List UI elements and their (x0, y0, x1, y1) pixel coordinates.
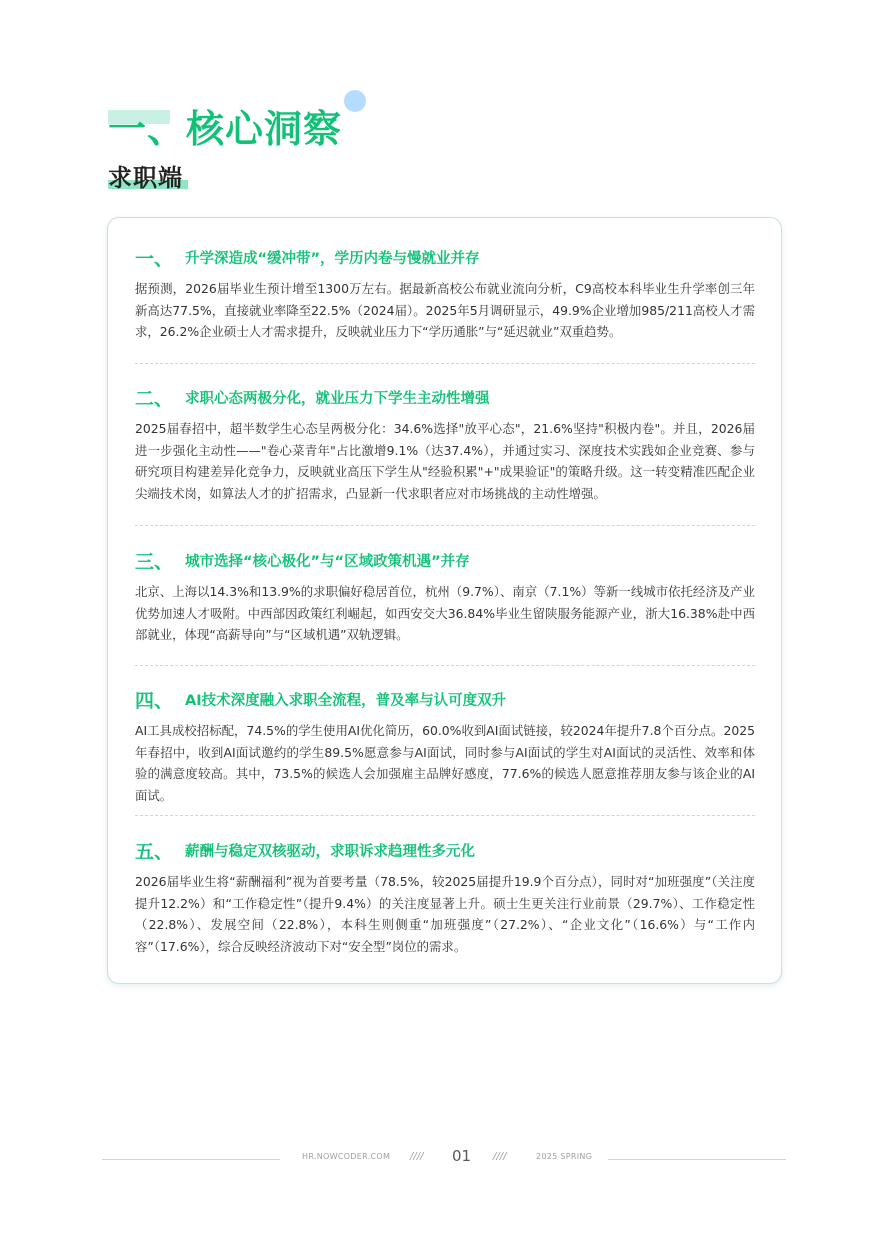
footer-site: HR.NOWCODER.COM (302, 1152, 391, 1161)
section-header (135, 242, 755, 272)
section-number: 二、 (135, 387, 174, 410)
subtitle-text: 求职端 (108, 164, 183, 192)
footer-rule-left (102, 1159, 280, 1160)
section-body: AI工具成校招标配，74.5%的学生使用AI优化简历，60.0%收到AI面试链接，较2024年提升7.8个百分点。2025年春招中，收到AI面试邀约的学生89.5%愿意参与AI面试，同时参与AI面试的学生对AI面试的灵活性、效率和体验的满意度较高。其中，73.5%的候选人会加强雇主品牌好感度，77.6%的候选人愿意推荐朋友参与该企业的AI面试。 (135, 723, 755, 803)
page-title: 一、核心洞察 (108, 107, 343, 151)
section-divider (135, 363, 755, 364)
section-title: 升学深造成“缓冲带”，学历内卷与慢就业并存 (185, 250, 480, 267)
section-body: 北京、上海以14.3%和13.9%的求职偏好稳居首位，杭州（9.7%）、南京（7.1%）等新一线城市依托经济及产业优势加速人才吸附。中西部因政策红利崛起，如西安交大36.84%毕业生留陕服务能源产业，浙大16.38%赴中西部就业，体现“高薪导向”与“区域机遇”双轨逻辑。 (135, 584, 755, 642)
section-number: 五、 (135, 840, 174, 863)
section-divider (135, 815, 755, 816)
insight-section-5 (135, 835, 755, 957)
footer-slash-left: //// (410, 1151, 424, 1162)
heading-decor-dot (344, 90, 366, 112)
section-header (135, 684, 755, 714)
page-footer (0, 1148, 888, 1170)
footer-slash-right: //// (493, 1151, 507, 1162)
section-body: 2025届春招中，超半数学生心态呈两极分化：34.6%选择"放平心态"，21.6%坚持"积极内卷"。并且，2026届进一步强化主动性——"卷心菜青年"占比激增9.1%（达37.4%），并通过实习、深度技术实践如企业竞赛、参与研究项目构建差异化竞争力，反映就业高压下学生从"经验积累"+"成果验证"的策略升级。这一转变精准匹配企业尖端技术岗，如算法人才的扩招需求，凸显新一代求职者应对市场挑战的主动性增强。 (135, 421, 755, 501)
insights-card (107, 217, 782, 984)
insight-section-2 (135, 382, 755, 504)
section-number: 四、 (135, 689, 174, 712)
section-title: 薪酬与稳定双核驱动，求职诉求趋理性多元化 (185, 843, 475, 860)
section-divider (135, 525, 755, 526)
section-number: 一、 (135, 247, 174, 270)
section-header (135, 835, 755, 865)
section-title: AI技术深度融入求职全流程，普及率与认可度双升 (185, 692, 507, 709)
section-body: 2026届毕业生将“薪酬福利”视为首要考量（78.5%，较2025届提升19.9个百分点），同时对“加班强度”（关注度提升12.2%）和“工作稳定性”（提升9.4%）的关注度显著上升。硕士生更关注行业前景（29.7%）、工作稳定性（22.8%）、发展空间（22.8%），本科生则侧重“加班强度”（27.2%）、“企业文化”（16.6%）与“工作内容”（17.6%），综合反映经济波动下对“安全型”岗位的需求。 (135, 874, 755, 954)
section-body: 据预测，2026届毕业生预计增至1300万左右。据最新高校公布就业流向分析，C9高校本科毕业生升学率创三年新高达77.5%，直接就业率降至22.5%（2024届）。2025年5月调研显示，49.9%企业增加985/211高校人才需求，26.2%企业硕士人才需求提升，反映就业压力下“学历通胀”与“延迟就业”双重趋势。 (135, 281, 755, 339)
page-number: 01 (452, 1147, 472, 1165)
insight-section-1 (135, 242, 755, 343)
section-subtitle (108, 158, 183, 193)
section-title: 求职心态两极分化，就业压力下学生主动性增强 (185, 390, 490, 407)
insight-section-3 (135, 545, 755, 646)
section-number: 三、 (135, 550, 174, 573)
section-title: 城市选择“核心极化”与“区域政策机遇”并存 (185, 553, 470, 570)
footer-rule-right (608, 1159, 786, 1160)
footer-season: 2025 SPRING (536, 1152, 593, 1161)
page-heading (108, 90, 408, 150)
insight-section-4 (135, 684, 755, 806)
section-header (135, 382, 755, 412)
section-header (135, 545, 755, 575)
section-divider (135, 665, 755, 666)
